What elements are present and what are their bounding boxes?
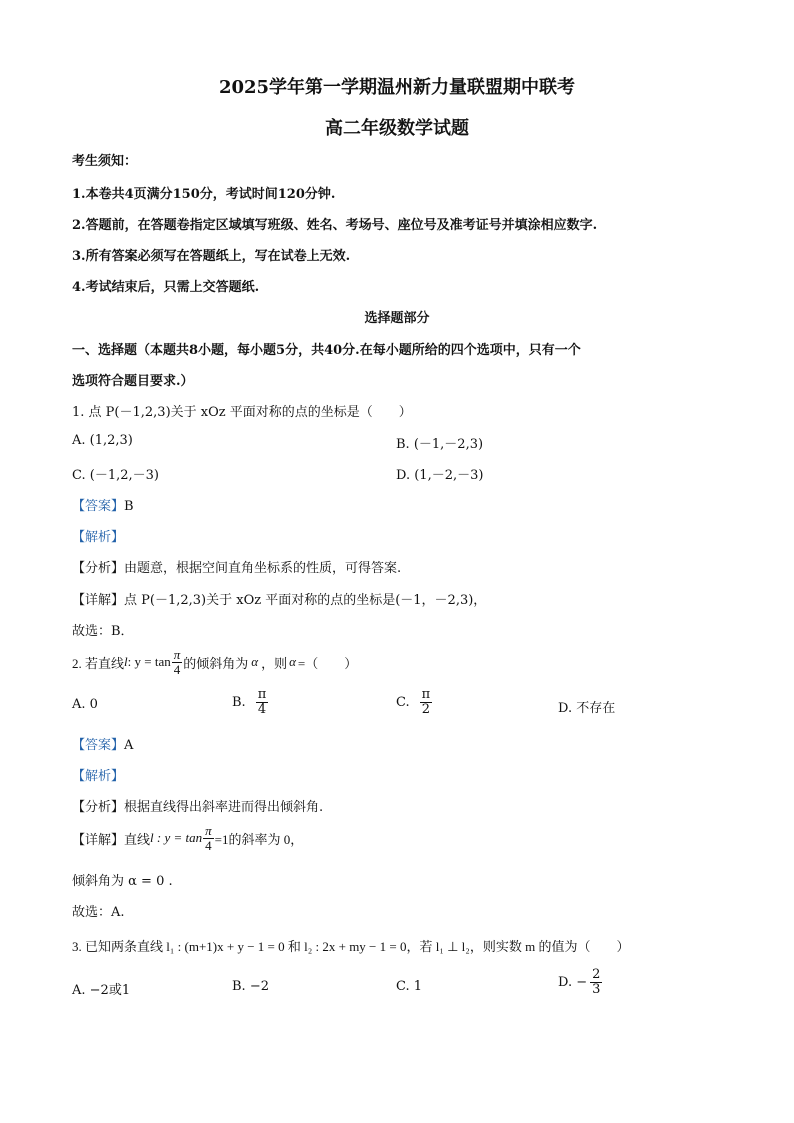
fraction-num: π <box>257 687 267 702</box>
section-title: 选择题部分 <box>364 311 430 326</box>
notice-item: 3.所有答案必须写在答题纸上，写在试卷上无效. <box>72 249 351 264</box>
q1-option-c: C. (－1,2,－3) <box>72 468 159 483</box>
q2-option-c-label: C. <box>396 694 410 710</box>
q2-detail-equation: l : y = tan <box>150 830 203 846</box>
q3-option-b: B. −2 <box>232 979 269 994</box>
notice-item: 2.答题前，在答题卷指定区域填写班级、姓名、考场号、座位号及准考证号并填涂相应数字. <box>72 218 598 233</box>
fraction-num: π <box>205 823 212 838</box>
q3-option-a: A. −2或1 <box>72 983 131 998</box>
detail-tag: 【详解】 <box>72 593 125 608</box>
q2-fraction-den: 4 <box>173 661 181 677</box>
fraction-den: 3 <box>592 981 601 997</box>
analysis-tag: 【分析】 <box>72 800 125 815</box>
q1-analysis: 由题意，根据空间直角坐标系的性质，可得答案. <box>124 561 402 576</box>
q1-answer-line <box>72 495 134 514</box>
q2-stem-pre: 2. 若直线 <box>72 655 125 671</box>
q3-option-d <box>558 968 603 996</box>
q2-option-b-label: B. <box>232 694 246 710</box>
q2-option-b <box>232 688 269 716</box>
q1-choose: 故选：B． <box>72 624 134 639</box>
notice-item: 1.本卷共4页满分150分，考试时间120分钟. <box>72 187 336 202</box>
q1-stem: 1. 点 P(－1,2,3)关于 xOz 平面对称的点的坐标是（ ） <box>72 405 412 420</box>
fraction-den: 4 <box>257 701 267 717</box>
q2-alpha: α <box>251 654 259 670</box>
q2-answer-line <box>72 734 133 753</box>
notice-item: 4.考试结束后，只需上交答题纸. <box>72 280 260 295</box>
fraction-den: 4 <box>205 837 212 853</box>
q1-analysis-line <box>72 557 401 576</box>
q1-detail: 点 P(－1,2,3)关于 xOz 平面对称的点的坐标是(－1，－2,3)， <box>124 593 487 608</box>
exam-title: 2025学年第一学期温州新力量联盟期中联考 <box>218 77 576 98</box>
q2-stem <box>72 648 357 676</box>
q2-option-b-fraction <box>256 688 269 716</box>
q1-option-a: A. (1,2,3) <box>72 433 133 448</box>
q2-detail-fraction <box>203 824 214 852</box>
q2-equation: : y = tan <box>127 654 171 670</box>
q3-option-d-fraction <box>590 968 602 996</box>
fraction-num: 2 <box>592 967 601 982</box>
q2-detail-pre: 直线 <box>124 831 151 847</box>
q2-answer: A <box>124 738 134 753</box>
q1-answer: B <box>124 499 134 514</box>
q3-option-c: C. 1 <box>396 979 423 994</box>
answer-label: 【答案】 <box>72 499 125 514</box>
answer-label: 【答案】 <box>72 738 125 753</box>
q2-choose: 故选：A. <box>72 905 125 920</box>
q2-fraction <box>172 648 183 676</box>
q2-option-a: A. 0 <box>72 697 98 712</box>
q3-option-d-label: D. − <box>558 974 588 990</box>
fraction-num: π <box>421 687 431 702</box>
q2-analysis: 根据直线得出斜率进而得出倾斜角. <box>124 800 324 815</box>
fraction-den: 2 <box>421 701 431 717</box>
q2-alpha: α <box>289 654 296 670</box>
notice-heading: 考生须知： <box>72 154 138 169</box>
q2-stem-close: =（ ） <box>297 655 358 671</box>
q1-option-d: D. (1,－2,－3) <box>396 468 484 483</box>
detail-tag: 【详解】 <box>72 831 125 847</box>
part-heading-cont: 选项符合题目要求.） <box>72 374 194 389</box>
q2-stem-post: 的倾斜角为 <box>183 655 249 671</box>
q2-detail-post: =1的斜率为 0， <box>214 831 304 847</box>
q1-option-b: B. (－1,－2,3) <box>396 437 484 452</box>
q2-incline: 倾斜角为 α = 0 . <box>72 874 173 889</box>
q2-stem-end: ，则 <box>261 655 288 671</box>
q2-option-c <box>396 688 433 716</box>
q2-option-c-fraction <box>420 688 433 716</box>
analysis-label: 【解析】 <box>72 530 125 545</box>
part-heading: 一、选择题（本题共8小题，每小题5分，共40分.在每小题所给的四个选项中，只有一个 <box>72 343 581 358</box>
q3-stem: 3. 已知两条直线 l₁ : (m+1)x + y − 1 = 0 和 l₂ : 2x + my − 1 = 0，若 l₁ ⊥ l₂，则实数 m 的值为（ ） <box>72 939 630 954</box>
q2-detail-line <box>72 824 303 852</box>
q2-fraction-num: π <box>173 647 181 662</box>
analysis-label: 【解析】 <box>72 769 125 784</box>
analysis-tag: 【分析】 <box>72 561 125 576</box>
q2-analysis-line <box>72 796 323 815</box>
q2-option-d: D. 不存在 <box>558 701 616 716</box>
exam-subtitle: 高二年级数学试题 <box>325 118 469 139</box>
q2-line-l: l <box>124 654 128 670</box>
q1-detail-line <box>72 589 486 608</box>
